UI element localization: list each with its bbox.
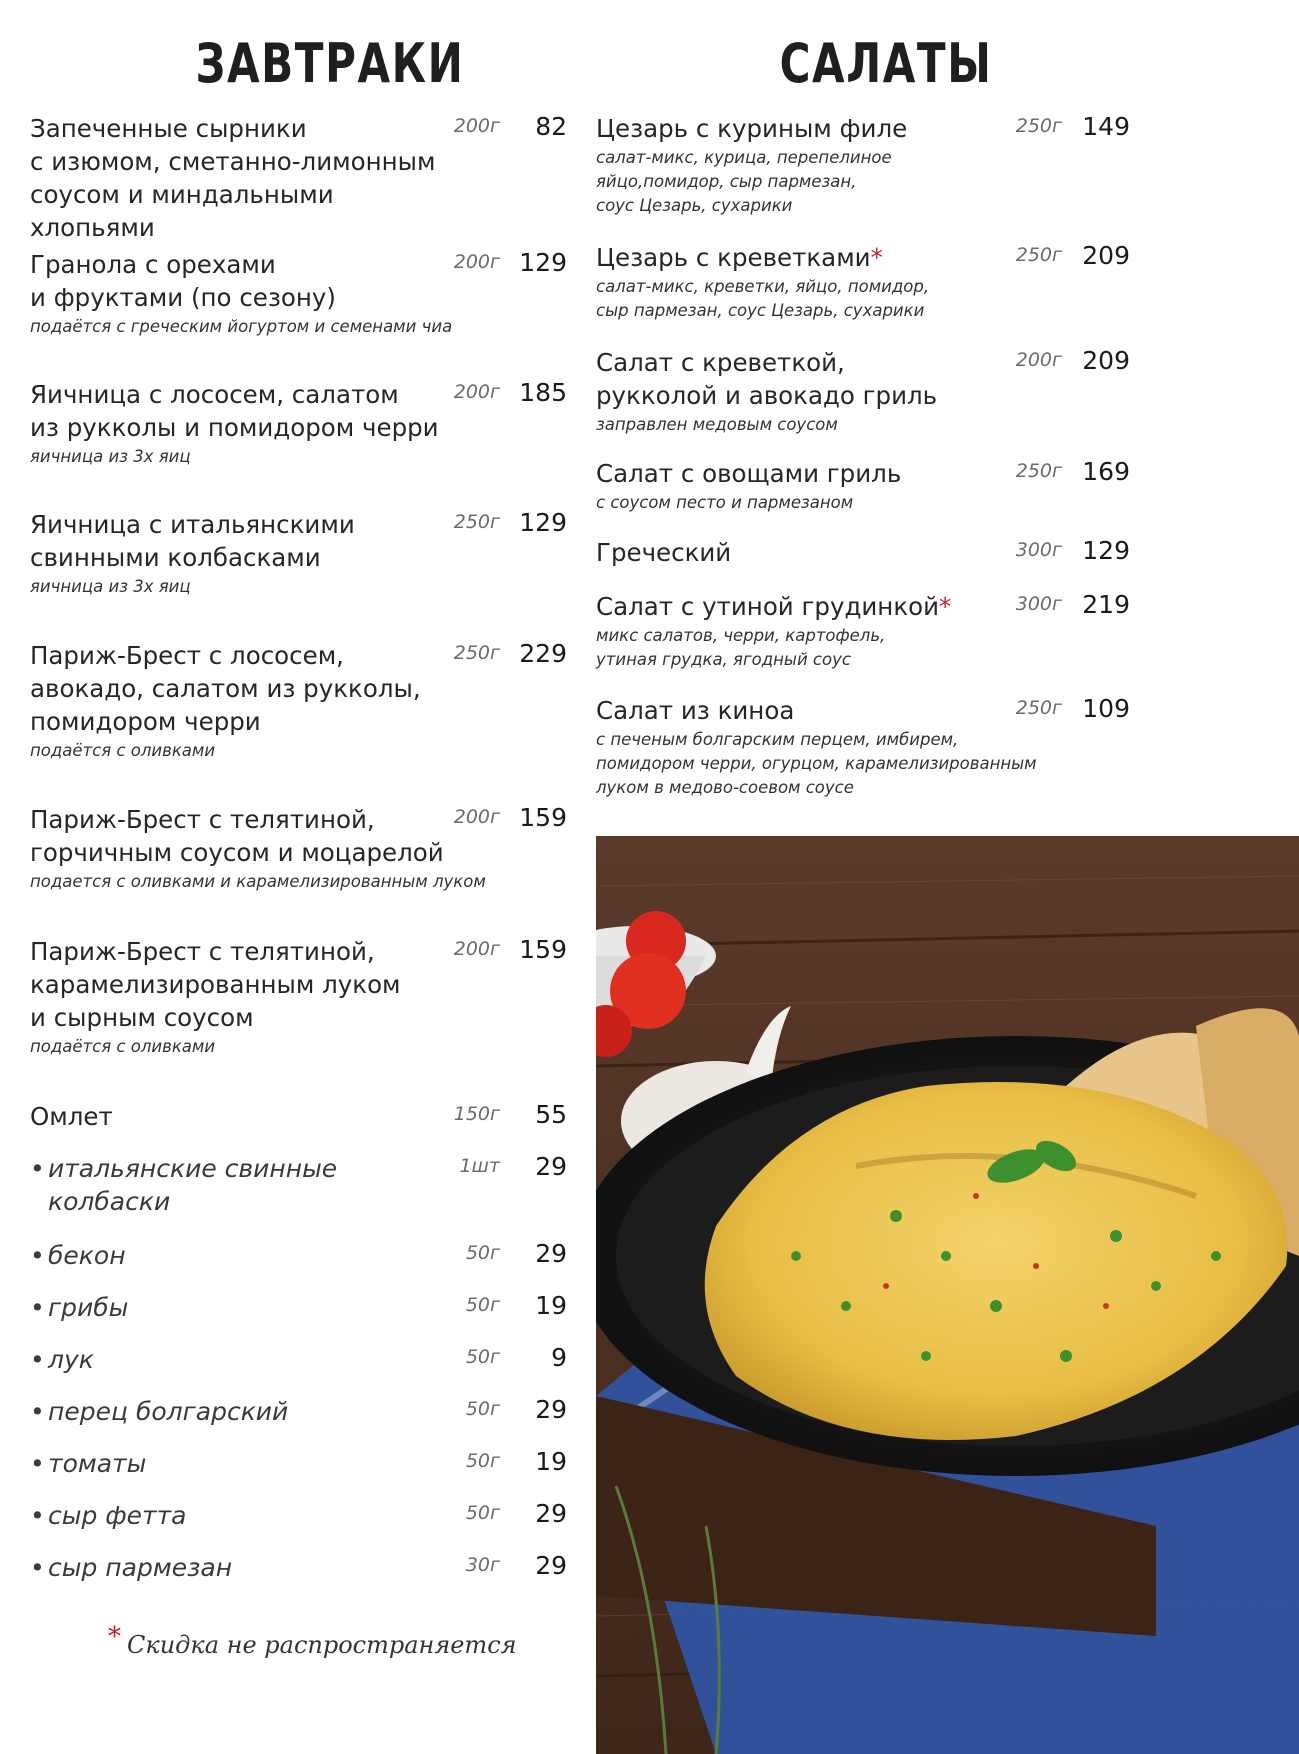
item-weight: 200г <box>1015 349 1062 371</box>
salads-title: САЛАТЫ <box>779 32 993 95</box>
bullet-icon: • <box>30 1501 45 1530</box>
addon-price: 29 <box>535 1551 567 1580</box>
addon-item <box>30 1291 567 1324</box>
item-weight: 250г <box>1015 460 1062 482</box>
breakfast-title: ЗАВТРАКИ <box>195 32 465 95</box>
item-name: Греческий <box>596 538 732 567</box>
item-price: 169 <box>1082 457 1130 486</box>
item-weight: 200г <box>453 115 500 137</box>
item-weight: 200г <box>453 806 500 828</box>
addon-item <box>30 1447 567 1480</box>
addon-price: 29 <box>535 1499 567 1528</box>
item-description: подаётся с оливками <box>30 741 216 760</box>
item-description: с печеным болгарским перцем, имбирем, помидором черри, огурцом, карамелизированным луком в медово-соевом соусе <box>596 730 1037 797</box>
menu-item <box>30 248 567 339</box>
item-name: Салат с утиной грудинкой <box>596 592 940 621</box>
menu-item <box>30 508 567 599</box>
item-name: Цезарь с куриным филе <box>596 114 908 143</box>
item-price: 209 <box>1082 346 1130 375</box>
addon-item <box>30 1551 567 1584</box>
item-price: 129 <box>519 248 567 277</box>
addon-name: сыр пармезан <box>48 1553 233 1582</box>
menu-item <box>596 346 1136 437</box>
item-description: подаётся с оливками <box>30 1037 216 1056</box>
item-weight: 250г <box>1015 115 1062 137</box>
item-weight: 200г <box>453 381 500 403</box>
menu-item <box>596 457 1136 515</box>
menu-item <box>596 590 1136 672</box>
addon-price: 29 <box>535 1239 567 1268</box>
addon-name: сыр фетта <box>48 1501 187 1530</box>
addon-weight: 1шт <box>459 1155 500 1177</box>
item-name: Париж-Брест с телятиной, горчичным соусом и моцарелой <box>30 805 444 867</box>
item-price: 229 <box>519 639 567 668</box>
addon-name: итальянские свинные колбаски <box>48 1154 338 1216</box>
item-description: яичница из 3х яиц <box>30 447 191 466</box>
item-name: Салат из киноа <box>596 696 795 725</box>
item-name: Гранола с орехами и фруктами (по сезону) <box>30 250 336 312</box>
item-price: 209 <box>1082 241 1130 270</box>
footnote-star: * <box>108 1622 121 1652</box>
addon-weight: 50г <box>465 1450 500 1472</box>
item-price: 149 <box>1082 112 1130 141</box>
item-description: салат-микс, креветки, яйцо, помидор, сыр пармезан, соус Цезарь, сухарики <box>596 277 930 320</box>
item-price: 219 <box>1082 590 1130 619</box>
item-price: 109 <box>1082 694 1130 723</box>
addon-price: 9 <box>551 1343 567 1372</box>
item-name: Париж-Брест с телятиной, карамелизированным луком и сырным соусом <box>30 937 401 1032</box>
item-name: Омлет <box>30 1102 113 1131</box>
item-price: 82 <box>535 112 567 141</box>
item-description: микс салатов, черри, картофель, утиная грудка, ягодный соус <box>596 626 886 669</box>
menu-item <box>30 803 567 894</box>
bullet-icon: • <box>30 1241 45 1270</box>
item-name: Яичница с лососем, салатом из рукколы и помидором черри <box>30 380 439 442</box>
addon-item <box>30 1499 567 1532</box>
item-weight: 250г <box>453 511 500 533</box>
omelet-photo <box>596 836 1299 1754</box>
addon-item <box>30 1343 567 1376</box>
item-weight: 250г <box>1015 244 1062 266</box>
menu-item <box>30 112 567 244</box>
addon-weight: 50г <box>465 1398 500 1420</box>
addon-weight: 50г <box>465 1242 500 1264</box>
addon-item <box>30 1395 567 1428</box>
footnote-text: Скидка не распространяется <box>127 1631 517 1659</box>
addon-weight: 30г <box>465 1554 500 1576</box>
item-name: Салат с креветкой, рукколой и авокадо гриль <box>596 348 938 410</box>
menu-item <box>596 536 1136 569</box>
item-description: яичница из 3х яиц <box>30 577 191 596</box>
addon-name: грибы <box>48 1293 129 1322</box>
bullet-icon: • <box>30 1154 45 1183</box>
item-weight: 200г <box>453 938 500 960</box>
item-star: * <box>939 592 952 621</box>
addon-price: 29 <box>535 1152 567 1181</box>
menu-item <box>30 935 567 1059</box>
addon-name: томаты <box>48 1449 147 1478</box>
item-weight: 250г <box>453 642 500 664</box>
item-name: Цезарь с креветками <box>596 243 871 272</box>
discount-footnote <box>108 1622 528 1660</box>
addon-price: 19 <box>535 1447 567 1476</box>
menu-item <box>596 241 1136 323</box>
item-price: 129 <box>519 508 567 537</box>
bullet-icon: • <box>30 1449 45 1478</box>
item-description: салат-микс, курица, перепелиное яйцо,помидор, сыр пармезан, соус Цезарь, сухарики <box>596 148 892 215</box>
item-price: 159 <box>519 803 567 832</box>
menu-item <box>596 694 1136 800</box>
addon-price: 19 <box>535 1291 567 1320</box>
item-price: 185 <box>519 378 567 407</box>
item-description: подаётся с греческим йогуртом и семенами чиа <box>30 317 453 336</box>
item-name: Яичница с итальянскими свинными колбасками <box>30 510 355 572</box>
item-name: Салат с овощами гриль <box>596 459 902 488</box>
item-weight: 300г <box>1015 593 1062 615</box>
item-price: 159 <box>519 935 567 964</box>
bullet-icon: • <box>30 1293 45 1322</box>
addon-item <box>30 1239 567 1272</box>
menu-item <box>596 112 1136 218</box>
bullet-icon: • <box>30 1345 45 1374</box>
item-description: заправлен медовым соусом <box>596 415 838 434</box>
item-price: 55 <box>535 1100 567 1129</box>
addon-item <box>30 1152 567 1218</box>
menu-item-omelet <box>30 1100 567 1133</box>
item-description: подается с оливками и карамелизированным луком <box>30 872 486 891</box>
menu-item <box>30 378 567 469</box>
addon-name: перец болгарский <box>48 1397 289 1426</box>
addon-price: 29 <box>535 1395 567 1424</box>
bullet-icon: • <box>30 1553 45 1582</box>
item-name: Запеченные сырники с изюмом, сметанно-лимонным соусом и миндальными хлопьями <box>30 114 436 242</box>
item-price: 129 <box>1082 536 1130 565</box>
menu-item <box>30 639 567 763</box>
addon-weight: 50г <box>465 1346 500 1368</box>
bullet-icon: • <box>30 1397 45 1426</box>
addon-weight: 50г <box>465 1294 500 1316</box>
item-description: с соусом песто и пармезаном <box>596 493 854 512</box>
addon-name: лук <box>48 1345 94 1374</box>
item-weight: 250г <box>1015 697 1062 719</box>
addon-name: бекон <box>48 1241 126 1270</box>
item-weight: 300г <box>1015 539 1062 561</box>
item-star: * <box>870 243 883 272</box>
addon-weight: 50г <box>465 1502 500 1524</box>
item-name: Париж-Брест с лососем, авокадо, салатом из рукколы, помидором черри <box>30 641 421 736</box>
item-weight: 150г <box>453 1103 500 1125</box>
item-weight: 200г <box>453 251 500 273</box>
